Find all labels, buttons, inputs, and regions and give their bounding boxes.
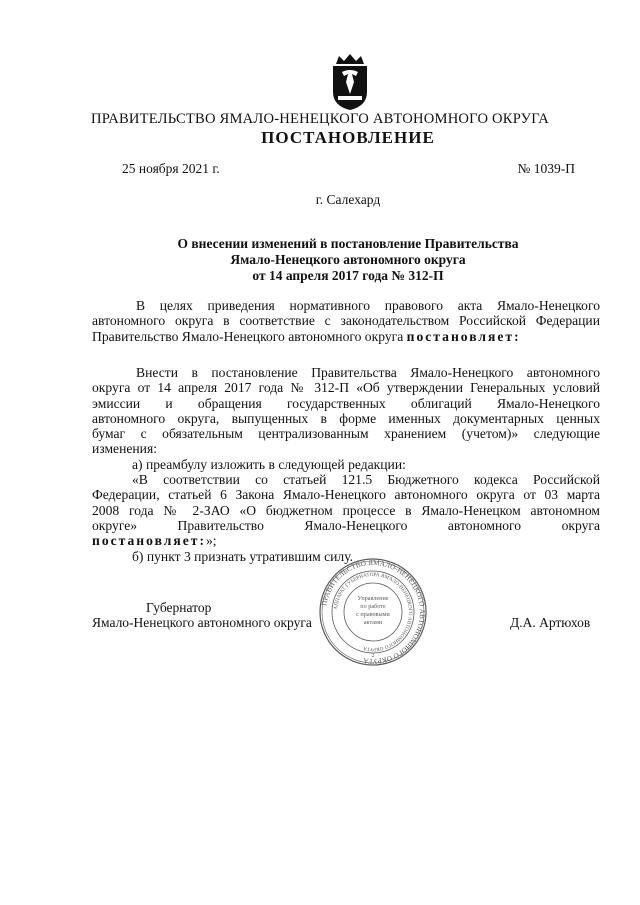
signature-title: Губернатор [146, 600, 212, 615]
stamp-outer-text: ПРАВИТЕЛЬСТВО ЯМАЛО-НЕНЕЦКОГО АВТОНОМНОГО ОКРУГА [319, 557, 428, 667]
main-paragraph [92, 365, 600, 564]
quote-decision-line [92, 533, 600, 548]
item-b: б) пункт 3 признать утратившим силу. [132, 548, 354, 564]
body-line: автономного округа, выпущенных в форме именных документарных ценных [92, 410, 600, 426]
preamble-paragraph [92, 298, 600, 344]
subject-line: О внесении изменений в постановление Правительства [177, 236, 519, 251]
preamble-line: автономного округа в соответствие с законодательством Российской Федерации [92, 313, 600, 329]
body-line: округа от 14 апреля 2017 года № 312-П «Об утверждении Генеральных условий [92, 380, 600, 396]
stamp-inner-text: АППАРАТ ГУБЕРНАТОРА ЯМАЛО-НЕНЕЦКОГО АВТОНОМНОГО ОКРУГА [333, 571, 414, 653]
preamble-line-last [92, 329, 600, 344]
quote-line: Федерации, статьей 6 Закона Ямало-Ненецкого автономного округа от 03 марта [92, 487, 600, 503]
document-city: г. Салехард [315, 192, 381, 207]
item-a: а) преамбулу изложить в следующей редакции: [132, 456, 406, 472]
stamp-center-line: Управление [357, 595, 389, 602]
subject-line: Ямало-Ненецкого автономного округа [230, 252, 466, 267]
stamp-center-line: по работе [360, 603, 386, 610]
quote-end: »; [205, 533, 217, 549]
decision-word: постановляет: [406, 328, 521, 344]
quote-line: «В соответствии со статьей 121.5 Бюджетного кодекса Российской [132, 472, 600, 488]
subject-line: от 14 апреля 2017 года № 312-П [252, 268, 444, 283]
official-stamp [318, 557, 428, 667]
document-number: № 1039-П [517, 161, 575, 176]
document-subject [0, 236, 640, 284]
body-line: бумаг с обязательным централизованным хранением (учетом)» следующие [92, 426, 600, 442]
preamble-line-text: Правительство Ямало-Ненецкого автономного округа [92, 328, 404, 344]
signature-name: Д.А. Артюхов [510, 615, 591, 630]
quote-line: округе» Правительство Ямало-Ненецкого автономного округа [92, 517, 600, 533]
body-line: изменения: [92, 441, 157, 457]
document-date: 25 ноября 2021 г. [122, 161, 220, 176]
yamal-coat-of-arms-icon [328, 52, 372, 112]
stamp-center-line: с правовыми [356, 611, 390, 618]
quote-line: 2008 года № 2-ЗАО «О бюджетном процессе в Ямало-Ненецком автономном [92, 502, 600, 518]
signature-region: Ямало-Ненецкого автономного округа [92, 615, 312, 630]
stamp-center-line: актами [363, 619, 383, 626]
government-title: ПРАВИТЕЛЬСТВО ЯМАЛО-НЕНЕЦКОГО АВТОНОМНОГО ОКРУГА [91, 111, 549, 127]
stamp-number: 2 [371, 653, 375, 659]
body-line: эмиссии и обращения государственных облигаций Ямало-Ненецкого [92, 395, 600, 411]
quote-decision-word: постановляет: [92, 533, 206, 549]
body-line: Внести в постановление Правительства Ямало-Ненецкого автономного [136, 365, 600, 380]
preamble-line: В целях приведения нормативного правового акта Ямало-Ненецкого [136, 298, 600, 313]
document-type: ПОСТАНОВЛЕНИЕ [261, 128, 435, 147]
